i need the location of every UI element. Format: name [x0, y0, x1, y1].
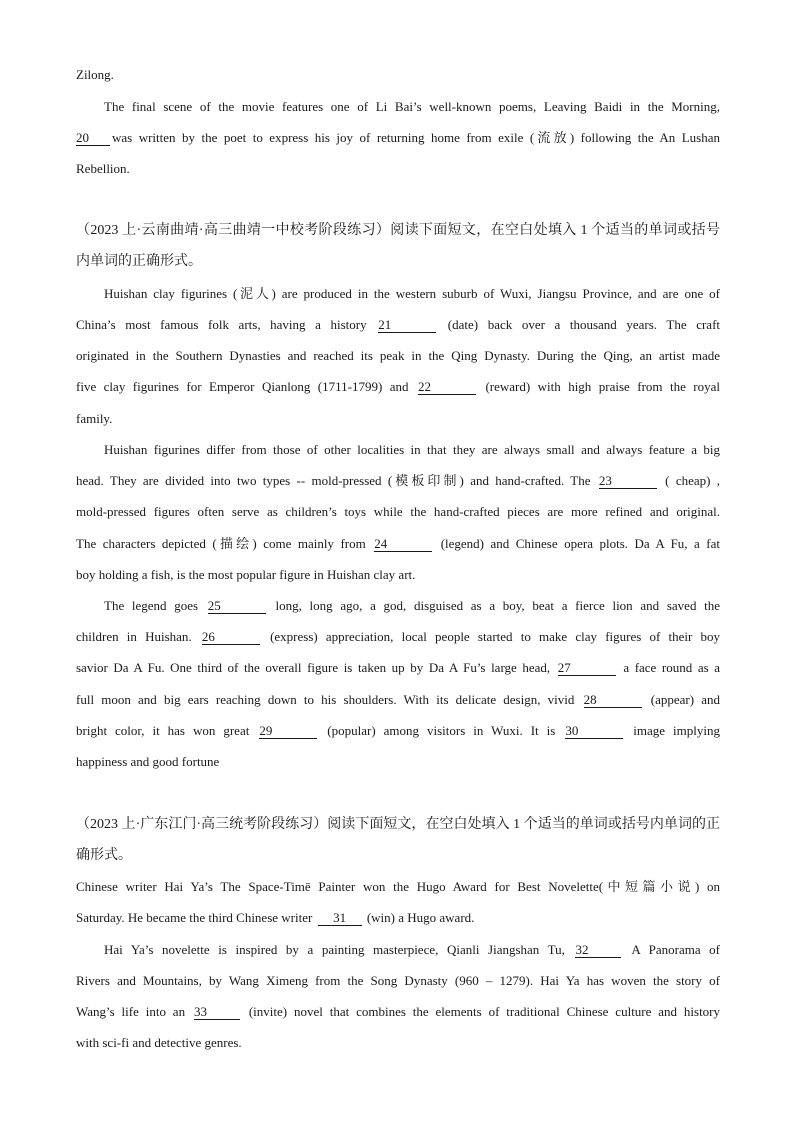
text-line: head. They are divided into two types -- mold-pressed (模板印制) and hand-crafted. The 23 ( cheap) ,: [76, 473, 721, 488]
text-line: Huishan clay figurines (泥人) are produced in the western suburb of Wuxi, Jiangsu Province, and are one of: [104, 286, 720, 301]
text-line: Hai Ya’s novelette is inspired by a painting masterpiece, Qianli Jiangshan Tu, 32 A Panorama of: [104, 942, 721, 957]
answer-blank[interactable]: 20: [76, 130, 110, 146]
text-line: full moon and big ears reaching down to his shoulders. With its delicate design, vivid 28 (appear) and: [76, 692, 720, 707]
answer-blank[interactable]: 21: [378, 317, 436, 333]
text-line: children in Huishan. 26 (express) appreciation, local people started to make clay figures of their boy: [76, 629, 721, 644]
text-line: Rebellion.: [76, 161, 130, 176]
text-line: with sci-fi and detective genres.: [76, 1035, 242, 1050]
answer-blank[interactable]: 24: [374, 536, 432, 552]
answer-blank[interactable]: 29: [259, 723, 317, 739]
answer-blank[interactable]: 26: [202, 629, 260, 645]
text-line: Saturday. He became the third Chinese writer 31 (win) a Hugo award.: [76, 910, 475, 925]
text-line: Zilong.: [76, 67, 114, 82]
text-line: family.: [76, 411, 113, 426]
answer-blank[interactable]: 30: [565, 723, 623, 739]
text-line: mold-pressed figures often serve as children’s toys while the hand-crafted pieces are more refined and original.: [76, 504, 720, 519]
answer-blank[interactable]: 31: [318, 910, 362, 926]
section-header: （2023 上·广东江门·高三统考阶段练习）阅读下面短文，在空白处填入 1 个适当的单词或括号内单词的正: [76, 817, 720, 832]
text-line: happiness and good fortune: [76, 754, 220, 769]
answer-blank[interactable]: 28: [584, 692, 642, 708]
text-line: five clay figurines for Emperor Qianlong (1711-1799) and 22 (reward) with high praise from the royal: [76, 379, 721, 394]
text-line: China’s most famous folk arts, having a history 21 (date) back over a thousand years. The craft: [76, 317, 721, 332]
section-header: （2023 上·云南曲靖·高三曲靖一中校考阶段练习）阅读下面短文，在空白处填入 1 个适当的单词或括号: [76, 223, 720, 238]
text-line: boy holding a fish, is the most popular figure in Huishan clay art.: [76, 567, 416, 582]
text-line: The final scene of the movie features one of Li Bai’s well-known poems, Leaving Baidi in the Morning,: [104, 99, 720, 114]
section-header: 确形式。: [76, 848, 132, 863]
section-header: 内单词的正确形式。: [76, 254, 202, 269]
text-line: Chinese writer Hai Ya’s The Space-Timē Painter won the Hugo Award for Best Novelette(中短篇小说) on: [76, 879, 720, 894]
text-line: originated in the Southern Dynasties and reached its peak in the Qing Dynasty. During the Qing, an artist made: [76, 348, 720, 363]
text-line: savior Da A Fu. One third of the overall figure is taken up by Da A Fu’s large head, 27 a face round as a: [76, 660, 720, 675]
answer-blank[interactable]: 33: [194, 1004, 240, 1020]
text-line: Huishan figurines differ from those of other localities in that they are always small and always feature a big: [104, 442, 720, 457]
text-line: bright color, it has won great 29 (popular) among visitors in Wuxi. It is 30 image implying: [76, 723, 720, 738]
text-line: Rivers and Mountains, by Wang Ximeng from the Song Dynasty (960 – 1279). Hai Ya has woven the story of: [76, 973, 720, 988]
answer-blank[interactable]: 22: [418, 379, 476, 395]
text-line: Wang’s life into an 33 (invite) novel that combines the elements of traditional Chinese culture and history: [76, 1004, 721, 1019]
answer-blank[interactable]: 23: [599, 473, 657, 489]
text-line: The legend goes 25 long, long ago, a god, disguised as a boy, beat a fierce lion and saved the: [104, 598, 721, 613]
answer-blank[interactable]: 25: [208, 598, 266, 614]
text-line: The characters depicted (描绘) come mainly from 24 (legend) and Chinese opera plots. Da A Fu, a fat: [76, 536, 720, 551]
answer-blank[interactable]: 27: [558, 660, 616, 676]
text-line: 20 was written by the poet to express his joy of returning home from exile (流放) following the An Lushan: [76, 130, 720, 145]
answer-blank[interactable]: 32: [575, 942, 621, 958]
